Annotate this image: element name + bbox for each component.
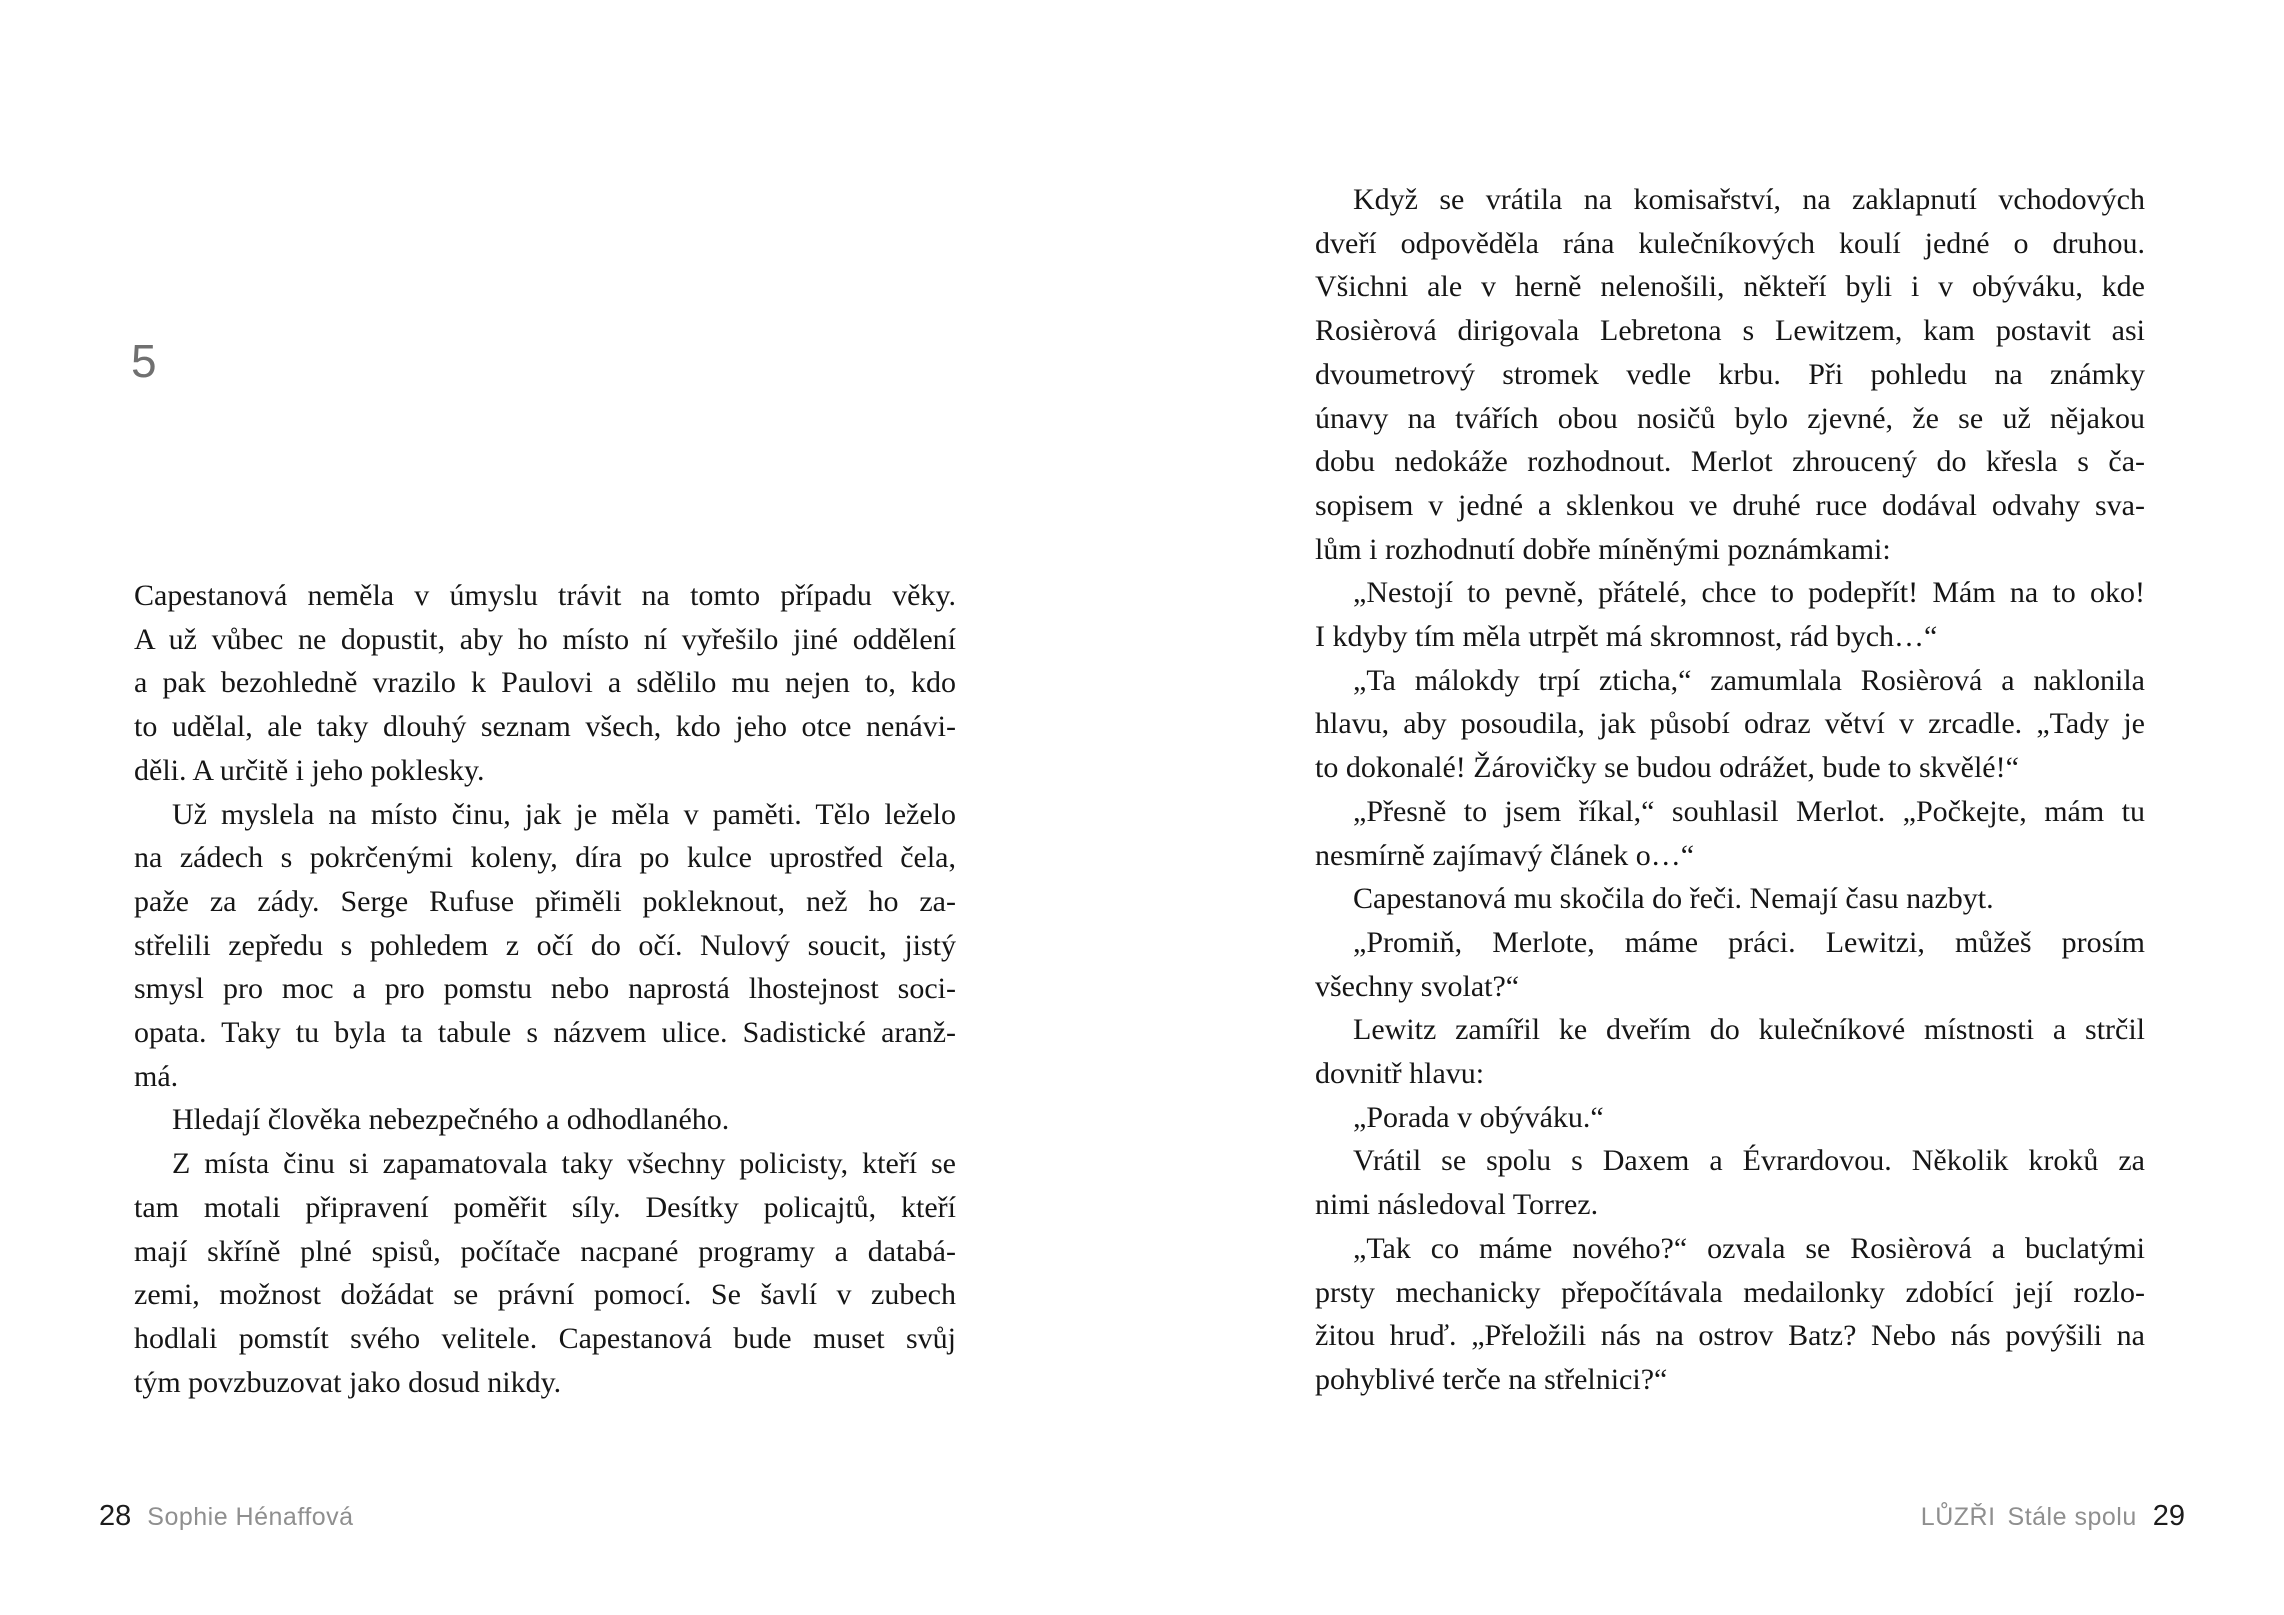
text-line: pohyblivé terče na střelnici?“: [1315, 1362, 1668, 1396]
paragraph: [134, 1098, 956, 1142]
text-line: Lewitz zamířil ke dveřím do kulečníkové místnosti a strčil: [1353, 1013, 2145, 1047]
text-line: prsty mechanicky přepočítávala medailonky zdobící její rozlo-: [1315, 1275, 2145, 1309]
right-page-body: [1315, 178, 2145, 1402]
page-number-left: 28: [99, 1500, 132, 1532]
paragraph: [1315, 790, 2145, 877]
text-line: dobu nedokáže rozhodnout. Merlot zhroucený do křesla s ča-: [1315, 445, 2145, 479]
paragraph: [1315, 1096, 2145, 1140]
text-line: mají skříně plné spisů, počítače nacpané programy a databá-: [134, 1234, 956, 1268]
text-line: Rosièrová dirigovala Lebretona s Lewitzem, kam postavit asi: [1315, 314, 2145, 348]
text-line: Capestanová mu skočila do řeči. Nemají času nazbyt.: [1353, 882, 1994, 916]
text-line: dvoumetrový stromek vedle krbu. Při pohledu na známky: [1315, 357, 2145, 391]
paragraph: [1315, 1008, 2145, 1095]
chapter-number: 5: [131, 335, 157, 387]
paragraph: [134, 793, 956, 1099]
text-line: „Promiň, Merlote, máme práci. Lewitzi, můžeš prosím: [1353, 925, 2145, 959]
text-line: a pak bezohledně vrazilo k Paulovi a sdělilo mu nejen to, kdo: [134, 666, 956, 700]
text-line: žitou hruď. „Přeložili nás na ostrov Batz? Nebo nás povýšili na: [1315, 1319, 2145, 1353]
text-line: nimi následoval Torrez.: [1315, 1188, 1599, 1222]
text-line: děli. A určitě i jeho poklesky.: [134, 753, 485, 787]
text-line: paže za zády. Serge Rufuse přiměli pokleknout, než ho za-: [134, 884, 956, 918]
paragraph: [1315, 877, 2145, 921]
text-line: I kdyby tím měla utrpět má skromnost, rád bych…“: [1315, 620, 1938, 654]
text-line: sopisem v jedné a sklenkou ve druhé ruce dodával odvahy sva-: [1315, 488, 2145, 522]
text-line: „Tak co máme nového?“ ozvala se Rosièrová a buclatými: [1353, 1231, 2145, 1265]
text-line: dovnitř hlavu:: [1315, 1057, 1485, 1091]
text-line: dveří odpověděla rána kulečníkových koulí jedné o druhou.: [1315, 226, 2145, 260]
text-line: „Nestojí to pevně, přátelé, chce to podepřít! Mám na to oko!: [1353, 576, 2145, 610]
text-line: tam motali připravení poměřit síly. Desítky policajtů, kteří: [134, 1190, 956, 1224]
text-line: únavy na tvářích obou nosičů bylo zjevné, že se už nějakou: [1315, 401, 2145, 435]
page-number-right: 29: [2152, 1500, 2185, 1532]
text-line: hodlali pomstít svého velitele. Capestanová bude muset svůj: [134, 1321, 956, 1355]
text-line: Když se vrátila na komisařství, na zaklapnutí vchodových: [1353, 183, 2145, 216]
paragraph: [134, 574, 956, 793]
text-line: opata. Taky tu byla ta tabule s názvem ulice. Sadistické aranž-: [134, 1016, 956, 1050]
text-line: Hledají člověka nebezpečného a odhodlaného.: [172, 1103, 730, 1137]
text-line: nesmírně zajímavý článek o…“: [1315, 838, 1695, 872]
text-line: Všichni ale v herně nelenošili, někteří byli i v obýváku, kde: [1315, 270, 2145, 304]
text-line: na zádech s pokrčenými koleny, díra po kulce uprostřed čela,: [134, 841, 956, 875]
paragraph: [1315, 178, 2145, 571]
right-footer: [1921, 1500, 2185, 1533]
text-line: to dokonalé! Žárovičky se budou odrážet, bude to skvělé!“: [1315, 751, 2019, 785]
text-line: hlavu, aby posoudila, jak působí odraz větví v zrcadle. „Tady je: [1315, 707, 2145, 741]
text-line: „Ta málokdy trpí zticha,“ zamumlala Rosièrová a naklonila: [1353, 663, 2145, 697]
text-line: tým povzbuzovat jako dosud nikdy.: [134, 1365, 562, 1399]
text-line: Už myslela na místo činu, jak je měla v paměti. Tělo leželo: [172, 797, 956, 831]
text-line: Z místa činu si zapamatovala taky všechny policisty, kteří se: [172, 1147, 956, 1181]
paragraph: [1315, 571, 2145, 658]
text-line: to udělal, ale taky dlouhý seznam všech, kdo jeho otce nenávi-: [134, 710, 956, 744]
text-line: zemi, možnost dožádat se právní pomocí. Se šavlí v zubech: [134, 1278, 956, 1312]
footer-author: Sophie Hénaffová: [147, 1503, 354, 1531]
paragraph: [1315, 1227, 2145, 1402]
paragraph: [1315, 1139, 2145, 1226]
text-line: „Porada v obýváku.“: [1353, 1100, 1604, 1134]
text-line: střelili zepředu s pohledem z očí do očí. Nulový soucit, jistý: [134, 928, 956, 962]
text-line: lům i rozhodnutí dobře míněnými poznámkami:: [1315, 532, 1891, 566]
text-line: má.: [134, 1059, 179, 1093]
text-line: Capestanová neměla v úmyslu trávit na tomto případu věky.: [134, 579, 956, 612]
text-line: všechny svolat?“: [1315, 969, 1520, 1003]
text-line: smysl pro moc a pro pomstu nebo naprostá lhostejnost soci-: [134, 972, 956, 1006]
text-line: „Přesně to jsem říkal,“ souhlasil Merlot. „Počkejte, mám tu: [1353, 794, 2145, 828]
left-footer: [99, 1500, 354, 1533]
footer-book-title: LŮZŘI: [1920, 1503, 1996, 1531]
text-line: Vrátil se spolu s Daxem a Évrardovou. Několik kroků za: [1353, 1144, 2145, 1178]
paragraph: [134, 1142, 956, 1404]
paragraph: [1315, 659, 2145, 790]
text-line: A už vůbec ne dopustit, aby ho místo ní vyřešilo jiné oddělení: [134, 622, 956, 656]
paragraph: [1315, 921, 2145, 1008]
footer-chapter-title: Stále spolu: [2007, 1503, 2137, 1531]
left-page-body: [134, 574, 956, 1404]
